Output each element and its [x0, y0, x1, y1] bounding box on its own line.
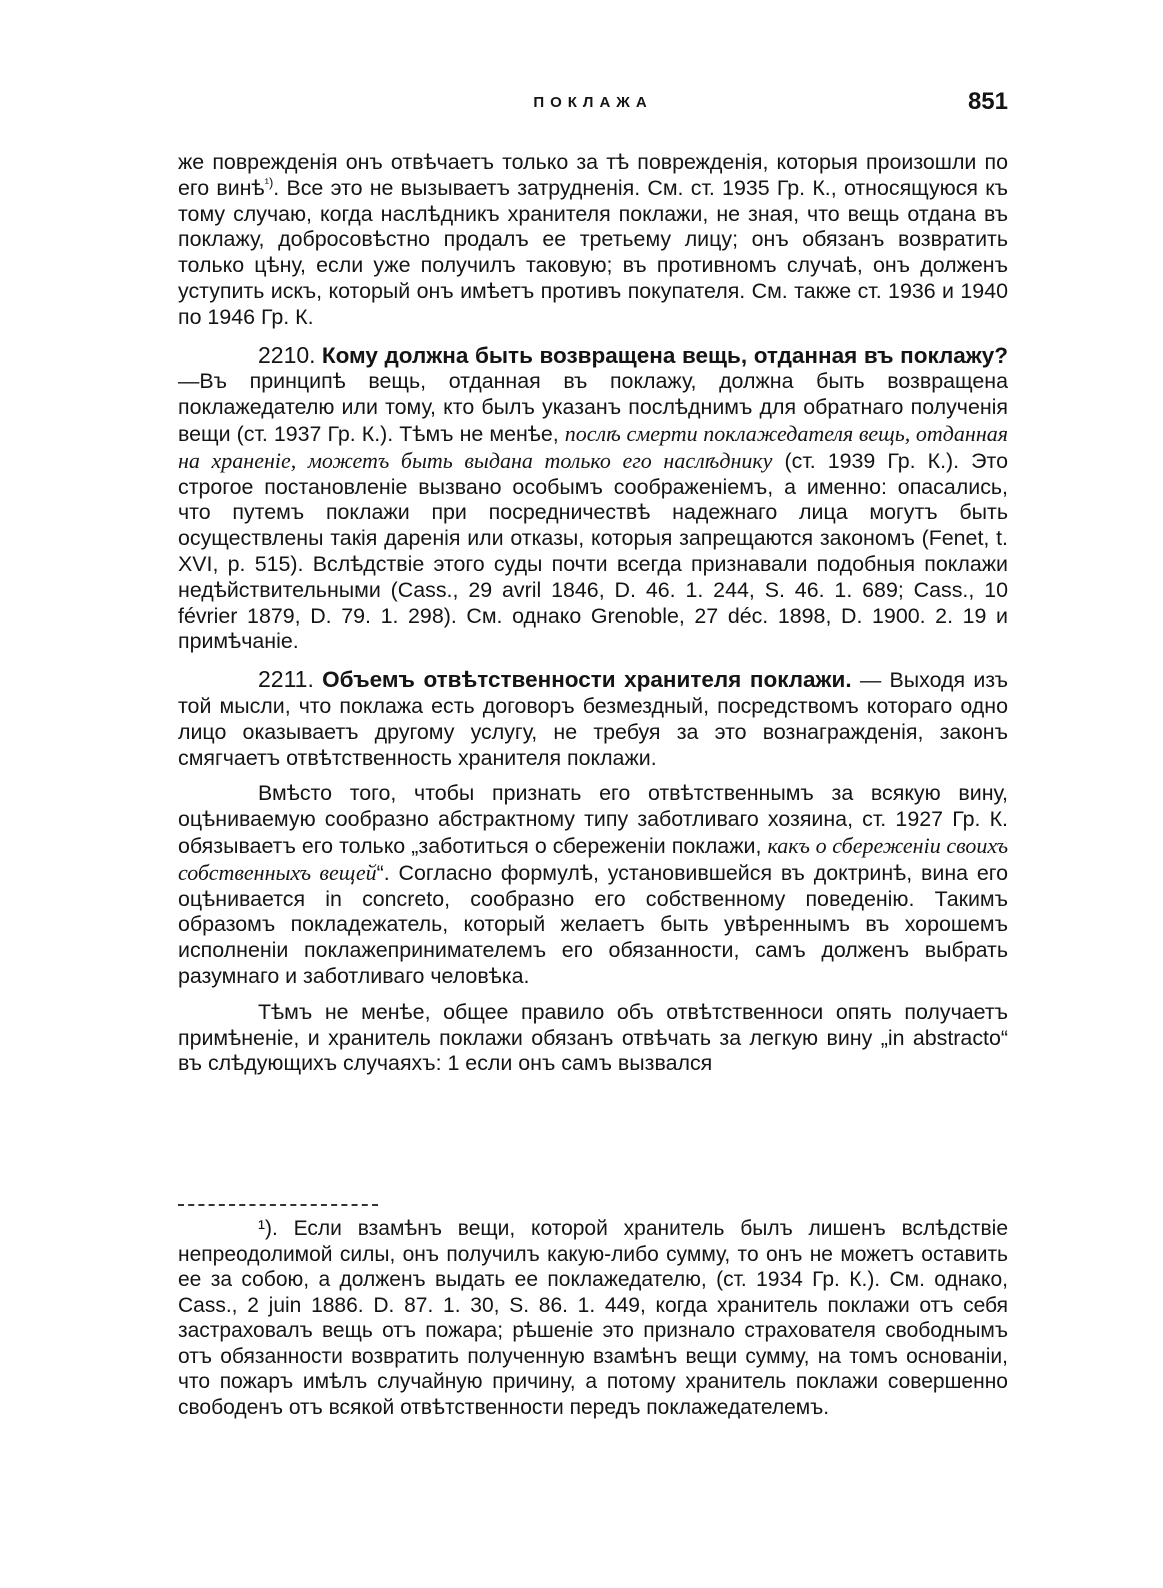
emphasized-text: послѣ смерти поклажедателя вещь, отданная на храненіе, можетъ быть выдана только его наслѣднику — [178, 420, 1008, 473]
paragraph-text: —Въ принципѣ вещь, отданная въ поклажу, должна быть возвращена поклажедателю или тому, кто былъ указанъ послѣднимъ для обратнаго полученія вещи (ст. 1937 Гр. К.). Тѣмъ не менѣе, — [178, 369, 1008, 446]
section-number: 2210. — [258, 341, 316, 368]
footnote-marker: ¹). — [258, 1217, 278, 1240]
paragraph-text: же поврежденія онъ отвѣчаетъ только за тѣ поврежденія, которыя произошли по его винѣ — [178, 150, 1008, 200]
section-title: Объемъ отвѣтственности хранителя поклажи. — [322, 667, 852, 693]
emphasized-text: какъ о сбереженіи своихъ собственныхъ вещей — [178, 832, 1008, 885]
paragraph-continuation — [178, 150, 1008, 331]
section-2210 — [178, 343, 1008, 656]
footnote-divider — [178, 1204, 378, 1206]
paragraph — [178, 1000, 1008, 1077]
paragraph-text: Тѣмъ не менѣе, общее правило объ отвѣтственноси опять получаетъ примѣненіе, и хранитель поклажи обязанъ отвѣчать за легкую вину „in abstracto“ въ слѣдующихъ случаяхъ: 1 если онъ самъ вызвался — [178, 999, 1008, 1076]
paragraph-text: — Выходя изъ той мысли, что поклажа есть договоръ безмездный, посредствомъ котораго одно лицо оказываетъ другому услугу, не требуя за это вознагражденія, законъ смягчаетъ отвѣтственность хранителя поклажи. — [178, 668, 1008, 770]
page-header — [178, 88, 1008, 128]
paragraph — [178, 781, 1008, 989]
section-number: 2211. — [258, 666, 314, 693]
section-title: Кому должна быть возвращена вещь, отданная въ поклажу? — [321, 342, 1008, 368]
body-text — [178, 150, 1008, 1077]
running-title: ПОКЛАЖА — [533, 94, 653, 111]
page-number: 851 — [967, 88, 1008, 115]
paragraph-text: . Все это не вызываетъ затрудненія. См. ст. 1935 Гр. К., относящуюся къ тому случаю, когда наслѣдникъ хранителя поклажи, не зная, что вещь отдана въ поклажу, добросовѣстно продалъ ее третьему лицу; онъ обязанъ возвратить только цѣну, если уже получилъ таковую; въ противномъ случаѣ, онъ долженъ уступить искъ, который онъ имѣетъ противъ покупателя. См. также ст. 1936 и 1940 по 1946 Гр. К. — [178, 175, 1008, 329]
paragraph-text: (ст. 1939 Гр. К.). Это строгое постановленіе вызвано особымъ соображеніемъ, а именно: опасались, что путемъ поклажи при посредничествѣ надежнаго лица могутъ быть осуществлены такія даренія или отказы, которыя запрещаются закономъ (Fenet, t. XVI, p. 515). Вслѣдствіе этого суды почти всегда признавали подобныя поклажи недѣйствительными (Cass., 29 avril 1846, D. 46. 1. 244, S. 46. 1. 689; Cass., 10 février 1879, D. 79. 1. 298). См. однако Grenoble, 27 déc. 1898, D. 1900. 2. 19 и примѣчаніе. — [178, 448, 1008, 654]
paragraph-text: “. Согласно формулѣ, установившейся въ доктринѣ, вина его оцѣнивается in concreto, сообразно его собственному поведенію. Такимъ образомъ покладежатель, который желаетъ быть увѣреннымъ въ хорошемъ исполненіи поклажепринимателемъ его обязанности, самъ долженъ выбрать разумнаго и заботливаго человѣка. — [178, 860, 1008, 988]
footnote — [178, 1216, 1008, 1420]
paragraph-text: Вмѣсто того, чтобы признать его отвѣтственнымъ за всякую вину, оцѣниваемую сообразно абстрактному типу заботливаго хозяина, ст. 1927 Гр. К. обязываетъ его только „заботиться о сбереженіи поклажи, — [178, 781, 1008, 858]
section-2211 — [178, 667, 1008, 771]
footnote-text: Если взамѣнъ вещи, которой хранитель былъ лишенъ вслѣдствіе непреодолимой силы, онъ получилъ какую-либо сумму, то онъ не можетъ оставить ее за собою, а долженъ выдать ее поклажедателю, (ст. 1934 Гр. К.). См. однако, Cass., 2 juin 1886. D. 87. 1. 30, S. 86. 1. 449, когда хранитель поклажи отъ себя застраховалъ вещь отъ пожара; рѣшеніе это признало страхователя свободнымъ отъ обязанности возвратить полученную взамѣнъ вещи сумму, на томъ основаніи, что пожаръ имѣлъ случайную причину, а потому хранитель поклажи совершенно свободенъ отъ всякой отвѣтственности передъ поклажедателемъ. — [178, 1217, 1008, 1419]
footnote-reference: ¹) — [264, 174, 274, 190]
